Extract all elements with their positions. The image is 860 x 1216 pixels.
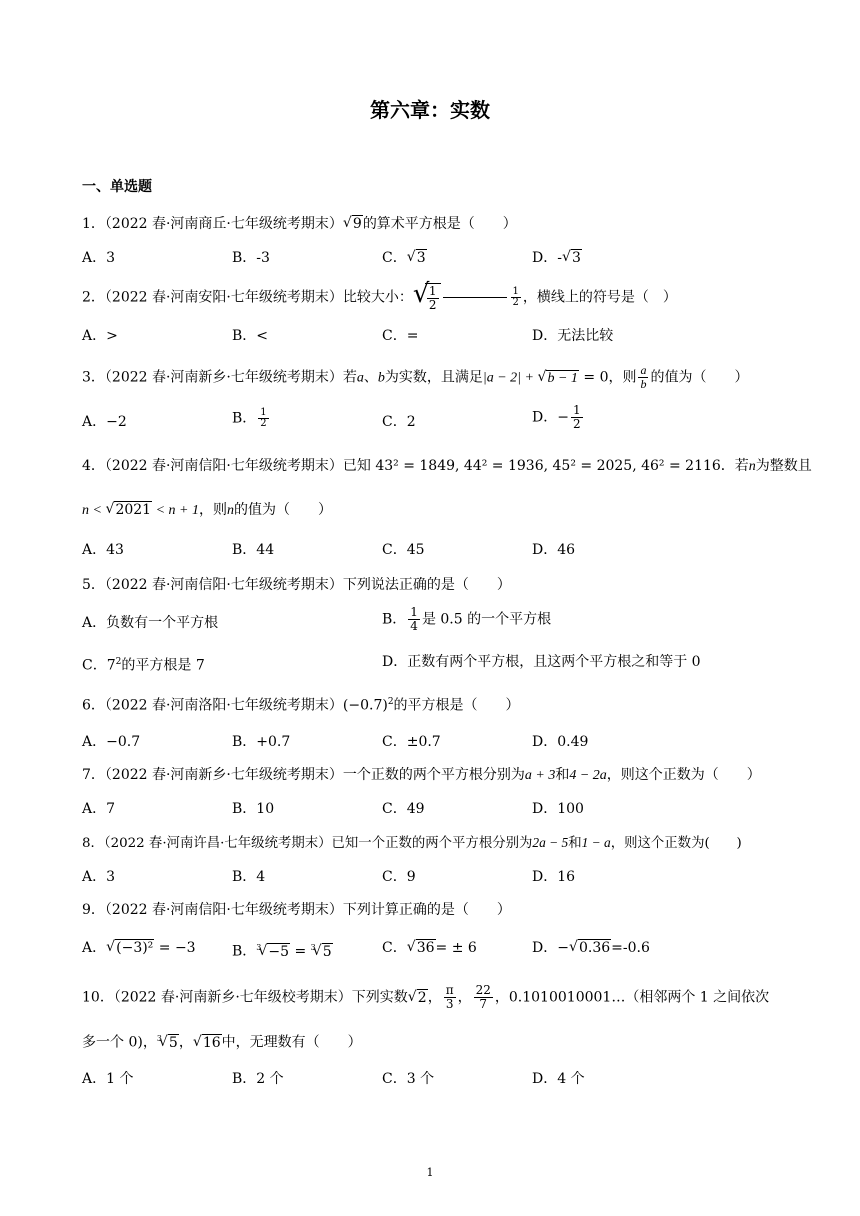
question-9-option-b: B．$^3$√ −5 = $^3$√ 5 bbox=[232, 938, 333, 962]
question-8-option-c: C．9 bbox=[382, 869, 416, 885]
question-2-option-b: B．< bbox=[232, 328, 269, 344]
question-9-option-d: D．−√ 0.36=-0.6 bbox=[532, 938, 650, 958]
question-2-option-d: D．无法比较 bbox=[532, 328, 614, 344]
question-2-stem: 2．（2022 春·河南安阳·七年级统考期末）比较大小： √ $\frac{1}{2}$ $\frac{1}{2}$ ，横线上的符号是（ ） bbox=[82, 279, 677, 312]
question-2-option-a: A．> bbox=[82, 328, 118, 344]
question-1-option-d: D．-√ 3 bbox=[532, 248, 582, 268]
sqrt-symbol: √ 9 bbox=[343, 214, 363, 234]
question-4-option-a: A．43 bbox=[82, 542, 124, 558]
question-9-option-c: C．√ 36= ± 6 bbox=[382, 938, 477, 958]
question-8-option-a: A．3 bbox=[82, 869, 116, 885]
question-10-option-b: B．2 个 bbox=[232, 1071, 284, 1087]
question-4-option-b: B．44 bbox=[232, 542, 275, 558]
question-4-stem-line-2: n < √ 2021 < n + 1，则n的值为（ ） bbox=[82, 500, 332, 521]
section-heading: 一、单选题 bbox=[82, 179, 152, 195]
question-7-option-c: C．49 bbox=[382, 801, 425, 817]
question-7-option-d: D．100 bbox=[532, 801, 584, 817]
question-1-option-a: A．3 bbox=[82, 250, 116, 266]
question-6-option-d: D．0.49 bbox=[532, 734, 589, 750]
question-1-stem: 1．（2022 春·河南商丘·七年级统考期末）√ 9的算术平方根是（ ） bbox=[82, 214, 517, 234]
question-5-option-a: A．负数有一个平方根 bbox=[82, 615, 219, 631]
answer-blank bbox=[443, 297, 507, 298]
question-6-stem: 6．（2022 春·河南洛阳·七年级统考期末）$(-0.7)^2$的平方根是（ ） bbox=[82, 697, 520, 714]
question-7-stem: 7．（2022 春·河南新乡·七年级统考期末）一个正数的两个平方根分别为a + 3和4 − 2a，则这个正数为（ ） bbox=[82, 767, 761, 783]
question-3-option-d: D．− $\frac{1}{2}$ bbox=[532, 403, 581, 431]
question-2-option-c: C．= bbox=[382, 328, 419, 344]
question-10-option-a: A．1 个 bbox=[82, 1071, 134, 1087]
question-4-option-c: C．45 bbox=[382, 542, 425, 558]
sqrt-symbol: √ $\frac{1}{2}$ bbox=[413, 283, 441, 312]
question-4-stem: 4．（2022 春·河南信阳·七年级统考期末）已知 43² = 1849, 44² = 1936, 45² = 2025, 46² = 2116．若n为整数且 bbox=[82, 458, 812, 474]
question-5-option-d: D．正数有两个平方根，且这两个平方根之和等于 0 bbox=[382, 654, 701, 670]
question-7-option-b: B．10 bbox=[232, 801, 275, 817]
question-6-option-b: B．+0.7 bbox=[232, 734, 291, 750]
question-9-option-a: A．√ (−3)² = −3 bbox=[82, 938, 196, 958]
question-8-option-d: D．16 bbox=[532, 869, 576, 885]
question-3-option-a: A．−2 bbox=[82, 414, 127, 430]
question-8-stem: 8．（2022 春·河南许昌·七年级统考期末）已知一个正数的两个平方根分别为2a − 5和1 − a，则这个正数为( ) bbox=[82, 835, 742, 851]
page-number: 1 bbox=[426, 1166, 434, 1179]
question-1-option-c: C．√ 3 bbox=[382, 248, 427, 268]
question-5-stem: 5．（2022 春·河南信阳·七年级统考期末）下列说法正确的是（ ） bbox=[82, 577, 511, 593]
question-4-option-d: D．46 bbox=[532, 542, 576, 558]
question-10-option-d: D．4 个 bbox=[532, 1071, 585, 1087]
question-8-option-b: B．4 bbox=[232, 869, 266, 885]
question-3-stem: 3．（2022 春·河南新乡·七年级统考期末）若a、b为实数，且满足|a − 2| + √ b − 1 = 0，则 $\frac{a}{b}$ 的值为（ ） bbox=[82, 364, 748, 391]
question-10-option-c: C．3 个 bbox=[382, 1071, 435, 1087]
question-6-option-c: C．±0.7 bbox=[382, 734, 441, 750]
question-3-option-c: C．2 bbox=[382, 414, 416, 430]
page-title: 第六章：实数 bbox=[370, 98, 490, 122]
question-6-option-a: A．−0.7 bbox=[82, 734, 141, 750]
question-5-option-c: C．$7^2$的平方根是 7 bbox=[82, 657, 205, 674]
question-5-option-b: B． $\frac{1}{4}$ 是 0.5 的一个平方根 bbox=[382, 605, 552, 633]
question-3-option-b: B． $\frac{1}{2}$ bbox=[232, 407, 267, 429]
question-7-option-a: A．7 bbox=[82, 801, 116, 817]
question-10-stem-line-2: 多一个 0)，$^3$√ 5，√ 16中，无理数有（ ） bbox=[82, 1029, 362, 1053]
question-1-option-b: B．-3 bbox=[232, 250, 270, 266]
question-9-stem: 9．（2022 春·河南信阳·七年级统考期末）下列计算正确的是（ ） bbox=[82, 902, 511, 918]
question-10-stem: 10．（2022 春·河南新乡·七年级校考期末）下列实数√ 2， $\frac{\pi}{3}$ ， $\frac{22}{7}$ ，0.1010010001…（相邻两个 1 之间依次 bbox=[82, 984, 769, 1011]
